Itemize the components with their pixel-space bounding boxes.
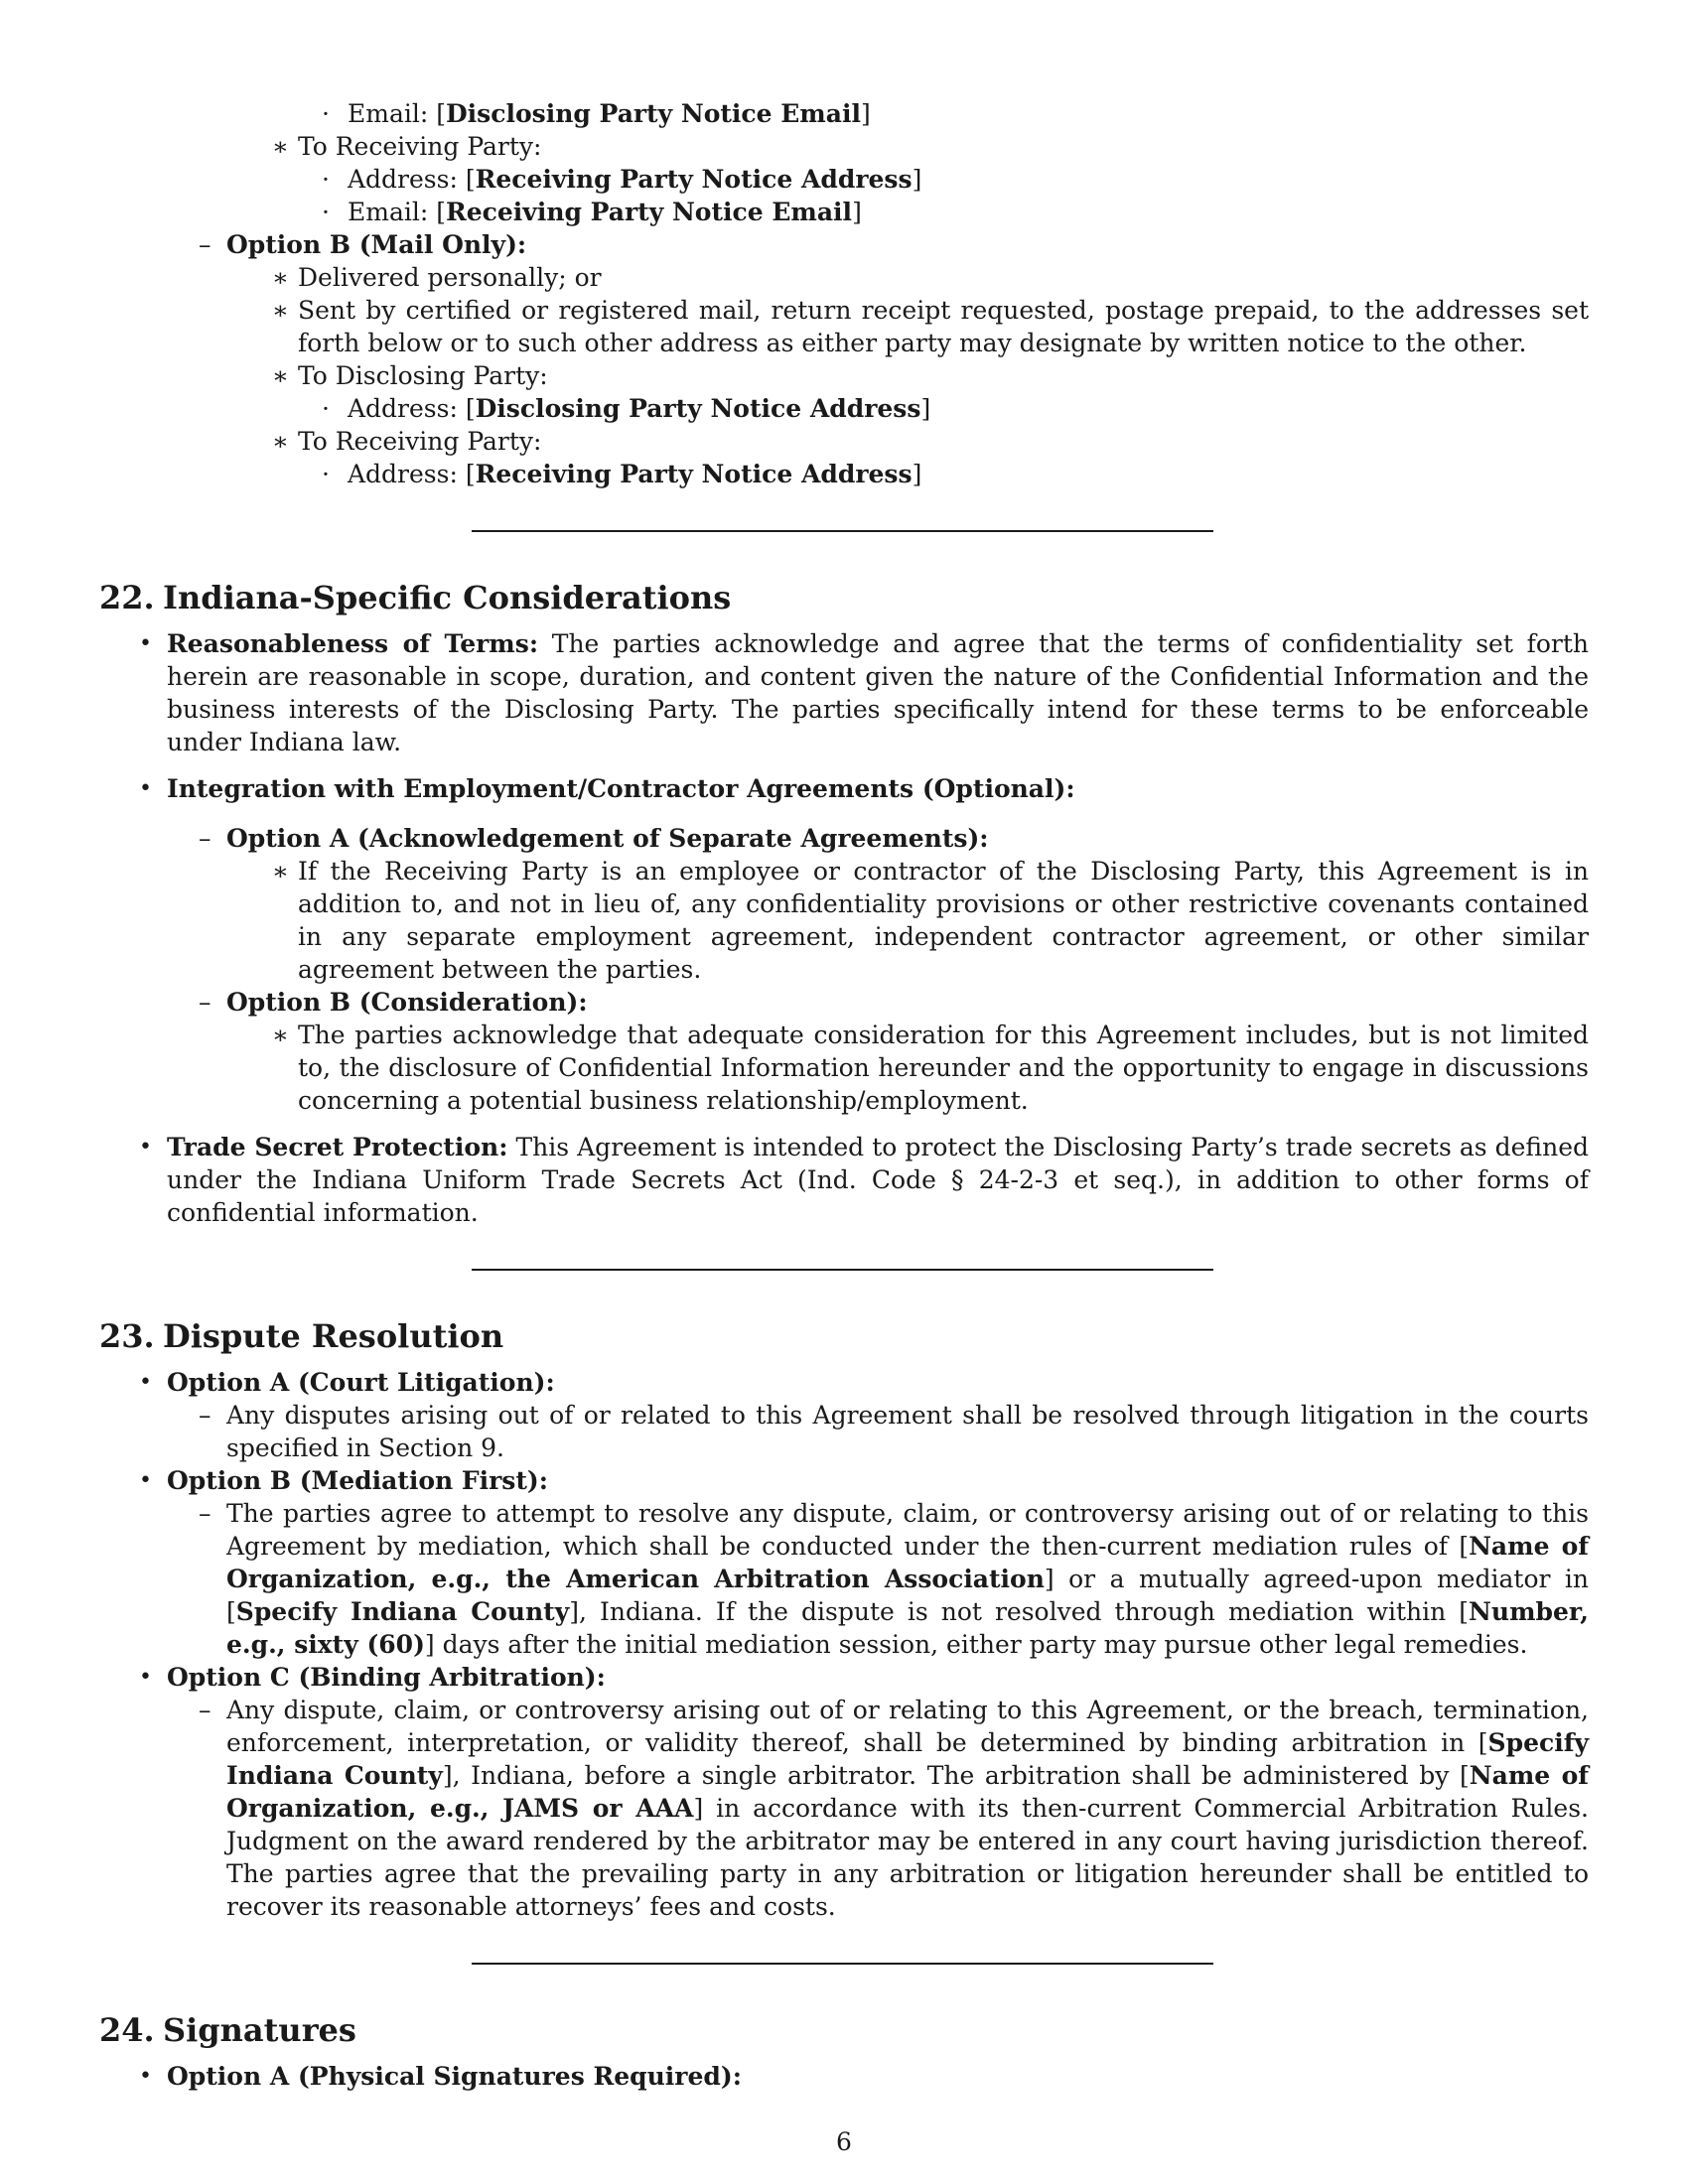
notice-b-address-disclosing xyxy=(322,392,1589,425)
placeholder-value: Receiving Party Notice Address xyxy=(475,460,913,488)
item-text: This Agreement is intended to protect the Disclosing Party’s trade secrets as defined under the Indiana Uniform Trade Secrets Act (Ind. Code § 24-2-3 et seq.), in addition to other forms of confidential information. xyxy=(167,1133,1589,1227)
text: ] days after the initial mediation session, either party may pursue other legal remedies. xyxy=(424,1630,1528,1659)
integration-item xyxy=(139,772,1589,805)
text: Delivered personally; or xyxy=(298,263,602,292)
dispute-option-c-text xyxy=(199,1694,1590,1923)
label: Email: [ xyxy=(348,198,446,226)
text: ] in accordance with its then-current Commercial Arbitration Rules. Judgment on the award rendered by the arbitrator may be entered in any court having jurisdiction thereof. The parties agree that the prevailing party in any arbitration or litigation hereunder shall be entitled to recover its reasonable attorneys’ fees and costs. xyxy=(226,1794,1589,1921)
section-divider xyxy=(472,530,1213,532)
dispute-option-a-text xyxy=(199,1399,1589,1464)
dash-bullet: – xyxy=(199,824,211,853)
item-label: Trade Secret Protection: xyxy=(167,1133,508,1161)
option-title: Option A (Acknowledgement of Separate Agreements): xyxy=(226,824,989,853)
text: ], Indiana, before a single arbitrator. The arbitration shall be administered by [ xyxy=(442,1761,1470,1790)
section-title: Dispute Resolution xyxy=(163,1317,504,1355)
notice-address-receiving xyxy=(322,163,1589,196)
bullet: • xyxy=(139,631,152,656)
bracket: ] xyxy=(852,198,862,226)
section-24-heading xyxy=(99,2010,1589,2050)
middle-dot-bullet: · xyxy=(322,198,330,226)
label: Address: [ xyxy=(348,460,476,488)
placeholder-value: Name of Organization, e.g., the American Arbitration Association xyxy=(226,1532,1589,1593)
asterisk-bullet: ∗ xyxy=(272,857,289,886)
integration-option-b xyxy=(199,986,1589,1019)
section-number: 23. xyxy=(99,1317,155,1355)
label: Address: [ xyxy=(348,394,476,423)
option-title: Option A (Court Litigation): xyxy=(167,1368,555,1397)
section-divider xyxy=(472,1269,1213,1271)
dash-bullet: – xyxy=(199,988,211,1017)
text: The parties agree to attempt to resolve any dispute, claim, or controversy arising out of or relating to this Agreement by mediation, which shall be conducted under the then-current mediation rules of [ xyxy=(226,1499,1589,1561)
notice-email-receiving xyxy=(322,196,1589,228)
section-title: Signatures xyxy=(163,2011,356,2049)
placeholder-value: Disclosing Party Notice Email xyxy=(445,99,861,128)
notice-to-receiving xyxy=(272,130,1589,163)
label: Address: [ xyxy=(348,165,476,194)
bracket: ] xyxy=(912,165,922,194)
item-text: The parties acknowledge and agree that the terms of confidentiality set forth herein are reasonable in scope, duration, and content given the nature of the Confidential Information and the business interests of the Disclosing Party. The parties specifically intend for these terms to be enforceable under Indiana law. xyxy=(167,629,1589,756)
section-23-heading xyxy=(99,1316,1589,1356)
page-content xyxy=(99,97,1589,2093)
text: To Receiving Party: xyxy=(298,132,542,161)
integration-option-a-text xyxy=(272,855,1589,986)
bullet: • xyxy=(139,2064,152,2089)
bracket: ] xyxy=(920,394,931,423)
placeholder-value: Specify Indiana County xyxy=(235,1597,570,1626)
bullet: • xyxy=(139,1665,152,1690)
dispute-option-c xyxy=(139,1661,1589,1694)
dispute-option-a xyxy=(139,1366,1589,1399)
placeholder-value: Disclosing Party Notice Address xyxy=(475,394,921,423)
item-label: Reasonableness of Terms: xyxy=(167,629,539,658)
signatures-option-a xyxy=(139,2060,1589,2093)
notice-option-b xyxy=(199,228,1589,261)
bullet: • xyxy=(139,1135,152,1160)
placeholder-value: Number, e.g., sixty (60) xyxy=(226,1597,1589,1659)
text: Sent by certified or registered mail, return receipt requested, postage prepaid, to the addresses set forth below or to such other address as either party may designate by written notice to the other. xyxy=(298,296,1589,357)
bullet: • xyxy=(139,1468,152,1493)
text: Any disputes arising out of or related to this Agreement shall be resolved through litigation in the courts specified in Section 9. xyxy=(226,1401,1589,1462)
dash-bullet: – xyxy=(199,1401,211,1430)
section-number: 22. xyxy=(99,579,155,616)
section-divider xyxy=(472,1963,1213,1965)
dispute-option-b-text xyxy=(199,1497,1590,1661)
text: To Receiving Party: xyxy=(298,427,542,456)
text: If the Receiving Party is an employee or contractor of the Disclosing Party, this Agreement is in addition to, and not in lieu of, any confidentiality provisions or other restrictive covenants contained in any separate employment agreement, independent contractor agreement, or other similar agreement between the parties. xyxy=(298,857,1589,984)
notice-b-address-receiving xyxy=(322,458,1589,490)
asterisk-bullet: ∗ xyxy=(272,1021,289,1049)
bullet: • xyxy=(139,1370,152,1395)
label: Email: [ xyxy=(348,99,446,128)
option-title: Option C (Binding Arbitration): xyxy=(167,1663,606,1692)
option-title: Option B (Mediation First): xyxy=(167,1466,548,1495)
dash-bullet: – xyxy=(199,1499,211,1528)
placeholder-value: Name of Organization, e.g., JAMS or AAA xyxy=(226,1761,1590,1823)
asterisk-bullet: ∗ xyxy=(272,132,289,161)
middle-dot-bullet: · xyxy=(322,394,330,423)
option-title: Option A (Physical Signatures Required): xyxy=(167,2062,742,2091)
notice-email-disclosing xyxy=(322,97,1589,130)
text: ] or a mutually agreed-upon mediator in [ xyxy=(226,1565,1590,1626)
page-number: 6 xyxy=(836,2127,852,2156)
option-title: Option B (Consideration): xyxy=(226,988,588,1017)
section-22-heading xyxy=(99,578,1589,617)
integration-option-a xyxy=(199,822,1589,855)
text: The parties acknowledge that adequate consideration for this Agreement includes, but is not limited to, the disclosure of Confidential Information hereunder and the opportunity to engage in discussions concerning a potential business relationship/employment. xyxy=(298,1021,1589,1115)
middle-dot-bullet: · xyxy=(322,99,330,128)
asterisk-bullet: ∗ xyxy=(272,427,289,456)
middle-dot-bullet: · xyxy=(322,460,330,488)
dash-bullet: – xyxy=(199,230,211,259)
dispute-option-b xyxy=(139,1464,1589,1497)
dash-bullet: – xyxy=(199,1696,211,1724)
notice-delivered xyxy=(272,261,1589,294)
asterisk-bullet: ∗ xyxy=(272,263,289,292)
reasonableness-item xyxy=(139,627,1589,758)
text: Any dispute, claim, or controversy arising out of or relating to this Agreement, or the breach, termination, enforcement, interpretation, or validity thereof, shall be determined by binding arbitration in [ xyxy=(226,1696,1589,1757)
text: ], Indiana. If the dispute is not resolved through mediation within [ xyxy=(569,1597,1470,1626)
placeholder-value: Receiving Party Notice Address xyxy=(475,165,913,194)
section-number: 24. xyxy=(99,2011,155,2049)
bracket: ] xyxy=(912,460,922,488)
bullet: • xyxy=(139,776,152,801)
placeholder-value: Specify Indiana County xyxy=(226,1728,1589,1790)
item-label: Integration with Employment/Contractor Agreements (Optional): xyxy=(167,774,1075,803)
notice-b-to-receiving xyxy=(272,425,1589,458)
text: To Disclosing Party: xyxy=(298,361,548,390)
option-title: Option B (Mail Only): xyxy=(226,230,527,259)
section-title: Indiana-Specific Considerations xyxy=(163,579,732,616)
placeholder-value: Receiving Party Notice Email xyxy=(445,198,853,226)
asterisk-bullet: ∗ xyxy=(272,296,289,325)
integration-option-b-text xyxy=(272,1019,1589,1117)
notice-sent-by xyxy=(272,294,1589,359)
middle-dot-bullet: · xyxy=(322,165,330,194)
notice-to-disclosing xyxy=(272,359,1589,392)
bracket: ] xyxy=(860,99,871,128)
trade-secret-item xyxy=(139,1131,1589,1229)
asterisk-bullet: ∗ xyxy=(272,361,289,390)
